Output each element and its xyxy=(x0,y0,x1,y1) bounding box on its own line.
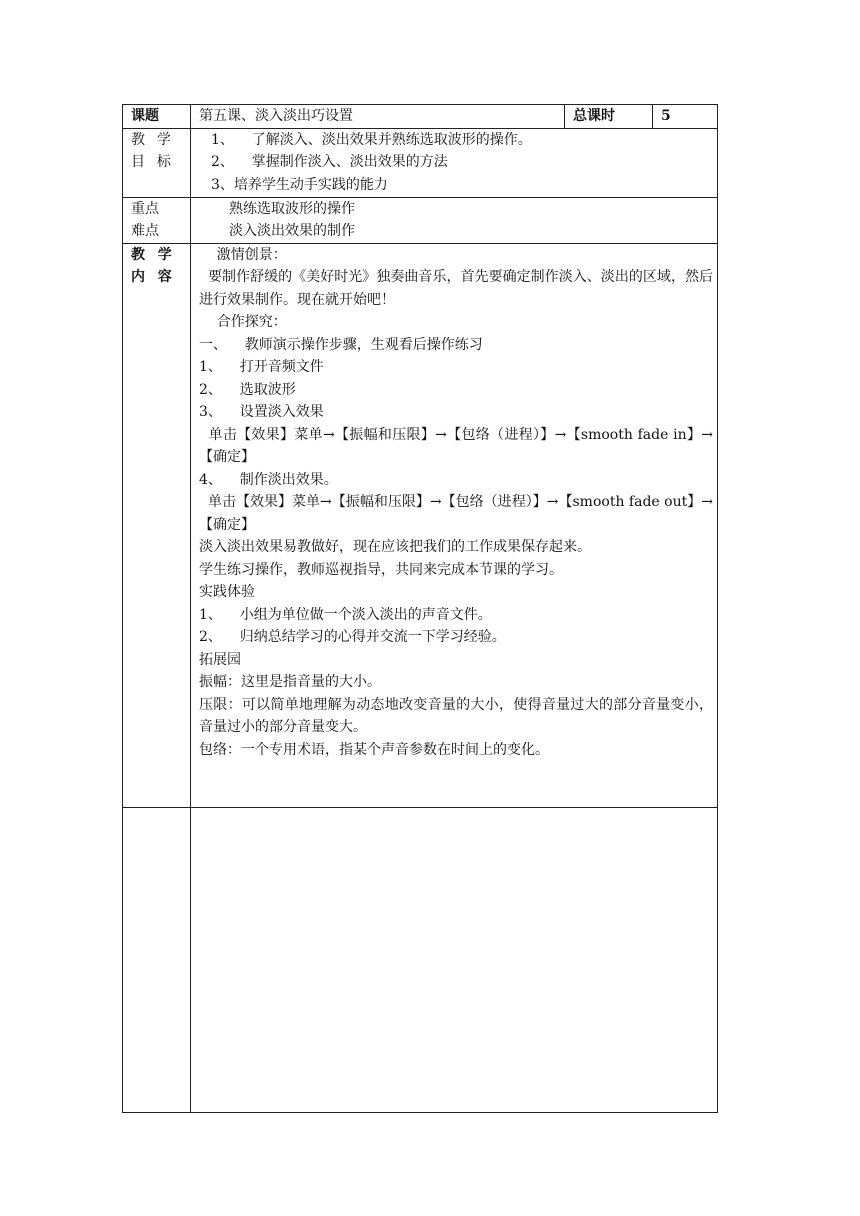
content-line: 2、 选取波形 xyxy=(199,381,296,398)
difficulty-label: 难点 xyxy=(131,223,159,239)
topic-label: 课题 xyxy=(123,105,191,129)
keypoints-row xyxy=(123,197,718,243)
content-line: 实践体验 xyxy=(199,584,255,600)
content-line: 3、 设置淡入效果 xyxy=(199,404,324,420)
keypoints-values xyxy=(191,197,718,243)
content-line: 激情创景： xyxy=(199,246,287,263)
content-line: 1、 打开音频文件 xyxy=(199,359,324,375)
content-line: 2、 归纳总结学习的心得并交流一下学习经验。 xyxy=(199,629,506,645)
content-line: 拓展园 xyxy=(199,651,241,668)
objective-item: 2、 掌握制作淡入、淡出效果的方法 xyxy=(211,154,448,170)
objectives-row xyxy=(123,128,718,197)
objectives-list xyxy=(191,128,718,197)
objectives-label-line2: 目 标 xyxy=(131,154,172,170)
objective-item: 3、培养学生动手实践的能力 xyxy=(211,176,388,193)
key-point-value: 熟练选取波形的操作 xyxy=(229,200,355,217)
content-line: 学生练习操作，教师巡视指导，共同来完成本节课的学习。 xyxy=(199,561,563,578)
objective-item: 1、 了解淡入、淡出效果并熟练选取波形的操作。 xyxy=(211,131,532,148)
blank-content-cell xyxy=(191,807,718,1112)
content-line: 1、 小组为单位做一个淡入淡出的声音文件。 xyxy=(199,606,492,623)
header-row xyxy=(123,105,718,129)
blank-label-cell xyxy=(123,807,191,1112)
content-paragraph: 压限：可以简单地理解为动态地改变音量的大小，使得音量过大的部分音量变小，音量过小的部分音量变大。 xyxy=(199,696,713,735)
content-paragraph: 要制作舒缓的《美好时光》独奏曲音乐，首先要确定制作淡入、淡出的区域，然后进行效果制作。现在就开始吧！ xyxy=(199,269,714,308)
blank-row xyxy=(123,807,718,1112)
content-line: 包络：一个专用术语，指某个声音参数在时间上的变化。 xyxy=(199,741,549,758)
lesson-plan-table xyxy=(122,104,718,1113)
content-body xyxy=(191,243,718,807)
total-hours-value: 5 xyxy=(653,105,718,129)
content-line: 淡入淡出效果易教做好，现在应该把我们的工作成果保存起来。 xyxy=(199,539,591,555)
content-label-line2: 内 容 xyxy=(131,269,173,285)
content-line: 一、 教师演示操作步骤，生观看后操作练习 xyxy=(199,336,483,353)
content-paragraph: 单击【效果】菜单→【振幅和压限】→【包络（进程）】→【smooth fade out】→【确定】 xyxy=(199,494,713,533)
content-line: 振幅：这里是指音量的大小。 xyxy=(199,674,381,690)
topic-value: 第五课、淡入淡出巧设置 xyxy=(191,105,565,129)
content-label-line1: 教 学 xyxy=(131,246,173,263)
content-line: 4、 制作淡出效果。 xyxy=(199,471,338,488)
key-point-label: 重点 xyxy=(131,200,159,217)
objectives-label-line1: 教 学 xyxy=(131,131,172,148)
content-label xyxy=(123,243,191,807)
content-row xyxy=(123,243,718,807)
keypoints-label xyxy=(123,197,191,243)
difficulty-value: 淡入淡出效果的制作 xyxy=(229,223,355,239)
content-line: 合作探究： xyxy=(199,314,287,330)
objectives-label xyxy=(123,128,191,197)
total-hours-label: 总课时 xyxy=(565,105,653,129)
content-paragraph: 单击【效果】菜单→【振幅和压限】→【包络（进程）】→【smooth fade in】→【确定】 xyxy=(199,426,713,465)
